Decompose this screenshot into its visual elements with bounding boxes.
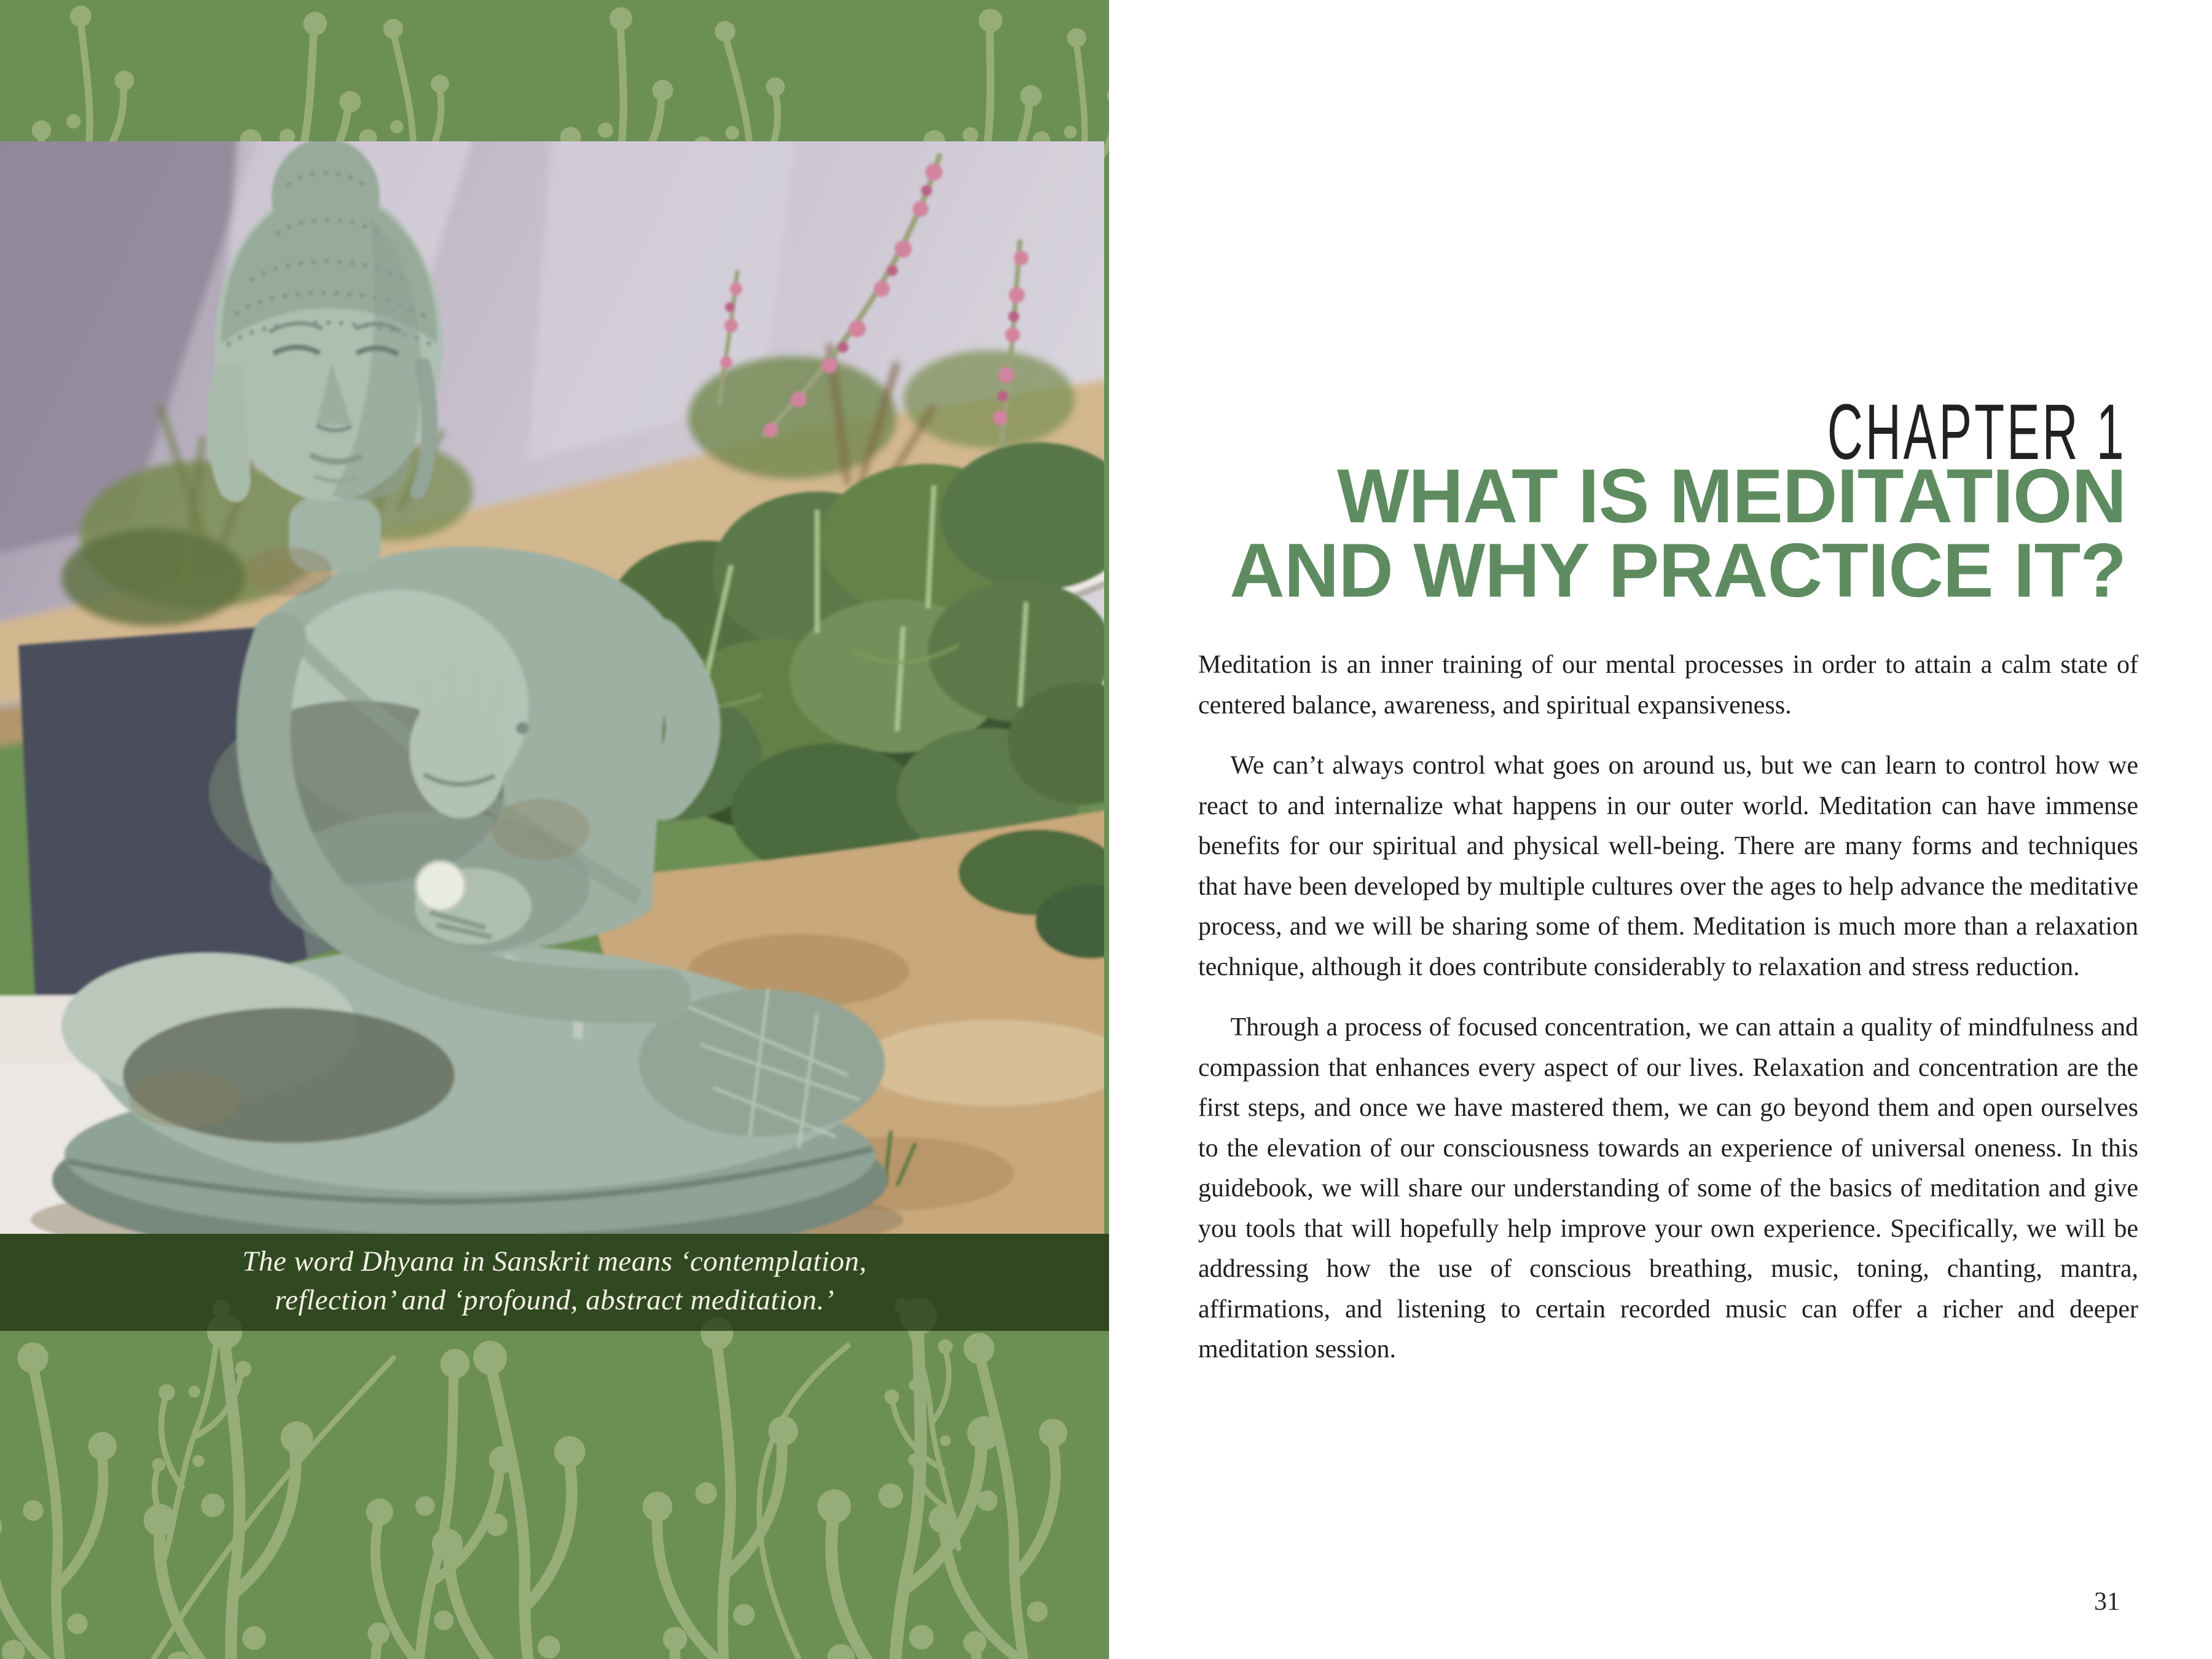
buddha-garden-photo [0, 117, 1109, 1266]
body-paragraph-2: We can’t always control what goes on around us, but we can learn to control how we react to and internalize what happens in our outer world. Meditation can have immense benefits for our spiritual and physical well-being. There are many forms and techniques that have been developed by multiple cultures over the ages to help advance the meditative process, and we will be sharing some of them. Meditation is much more than a relaxation technique, although it does contribute considerably to relaxation and stress reduction. [1198, 751, 2138, 981]
right-page [1109, 0, 2212, 1659]
body-text [1198, 645, 2138, 1390]
title-line-2: AND WHY PRACTICE IT? [1230, 528, 2126, 613]
page-title [1230, 454, 2126, 613]
caption-line-2: reflection’ and ‘profound, abstract meditation.’ [275, 1284, 834, 1316]
body-paragraph-1: Meditation is an inner training of our mental processes in order to attain a calm state of centered balance, awareness, and spiritual expansiveness. [1198, 651, 2138, 720]
title-line-1: WHAT IS MEDITATION [1337, 454, 2126, 539]
chapter-label-text: CHAPTER 1 [1827, 388, 2126, 476]
photo-caption [0, 1242, 1109, 1320]
caption-line-1: The word Dhyana in Sanskrit means ‘contemplation, [242, 1245, 867, 1277]
body-paragraph-3: Through a process of focused concentration, we can attain a quality of mindfulness and compassion that enhances every aspect of our lives. Relaxation and concentration are the first steps, and once we have mastered them, we can go beyond them and open ourselves to the elevation of our consciousness towards an experience of universal oneness. In this guidebook, we will share our understanding of some of the basics of meditation and give you tools that will hopefully help improve your own experience. Specifically, we will be addressing how the use of conscious breathing, music, toning, chanting, mantra, affirmations, and listening to certain recorded music can offer a richer and deeper meditation session. [1198, 1013, 2138, 1363]
page-number: 31 [2094, 1588, 2120, 1616]
